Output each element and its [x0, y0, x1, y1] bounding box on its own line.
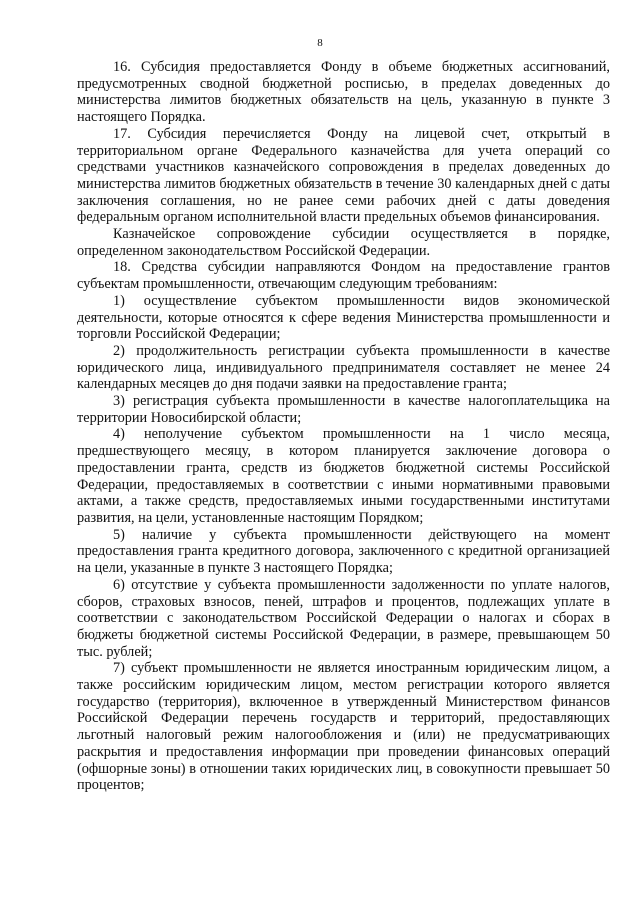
- requirement-4: 4) неполучение субъектом промышленности на 1 число месяца, предшествующего месяцу, в котором планируется заключение договора о предоставлении гранта, средств из бюджетов бюджетной системы Российской Федерации, предоставляемых в соответствии с иными нормативными правовыми актами, а также средств, предоставляемых иными государственными институтами развития, на цели, установленные настоящим Порядком;: [77, 426, 610, 526]
- paragraph-18: 18. Средства субсидии направляются Фондом на предоставление грантов субъектам промышленности, отвечающим следующим требованиям:: [77, 259, 610, 293]
- requirement-1: 1) осуществление субъектом промышленности видов экономической деятельности, которые относятся к сфере ведения Министерства промышленности и торговли Российской Федерации;: [77, 292, 610, 343]
- paragraph-treasury-support: Казначейское сопровождение субсидии осуществляется в порядке, определенном законодательством Российской Федерации.: [77, 226, 610, 259]
- requirement-6: 6) отсутствие у субъекта промышленности задолженности по уплате налогов, сборов, страховых взносов, пеней, штрафов и процентов, подлежащих уплате в соответствии с законодательством Российской Федерации о налогах и сборах в бюджеты бюджетной системы Российской Федерации, в размере, превышающем 50 тыс. рублей;: [77, 576, 610, 660]
- page-number: 8: [317, 37, 323, 49]
- paragraph-17: 17. Субсидия перечисляется Фонду на лицевой счет, открытый в территориальном органе Федерального казначейства для учета операций со средствами участников казначейского сопровождения в пределах доведенных до министерства лимитов бюджетных обязательств в течение 30 календарных дней с даты заключения соглашения, но не ранее семи рабочих дней с даты доведения федеральным органом исполнительной власти предельных объемов финансирования.: [77, 125, 610, 226]
- paragraph-16: 16. Субсидия предоставляется Фонду в объеме бюджетных ассигнований, предусмотренных сводной бюджетной росписью, в пределах доведенных до министерства лимитов бюджетных обязательств на цель, указанную в пункте 3 настоящего Порядка.: [77, 59, 610, 126]
- requirement-5: 5) наличие у субъекта промышленности действующего на момент предоставления гранта кредитного договора, заключенного с кредитной организацией на цели, указанные в пункте 3 настоящего Порядка;: [77, 526, 610, 577]
- requirement-3: 3) регистрация субъекта промышленности в качестве налогоплательщика на территории Новосибирской области;: [77, 393, 610, 426]
- document-body: [77, 59, 610, 794]
- requirement-2: 2) продолжительность регистрации субъекта промышленности в качестве юридического лица, индивидуального предпринимателя составляет не менее 24 календарных месяцев до дня подачи заявки на предоставление гранта;: [77, 342, 610, 393]
- requirement-7: 7) субъект промышленности не является иностранным юридическим лицом, а также российским юридическим лицом, местом регистрации которого является государство (территория), включенное в утвержденный Министерством финансов Российской Федерации перечень государств и территорий, предоставляющих льготный налоговый режим налогообложения и (или) не предусматривающих раскрытия и предоставления информации при проведении финансовых операций (офшорные зоны) в отношении таких юридических лиц, в совокупности превышает 50 процентов;: [77, 660, 610, 794]
